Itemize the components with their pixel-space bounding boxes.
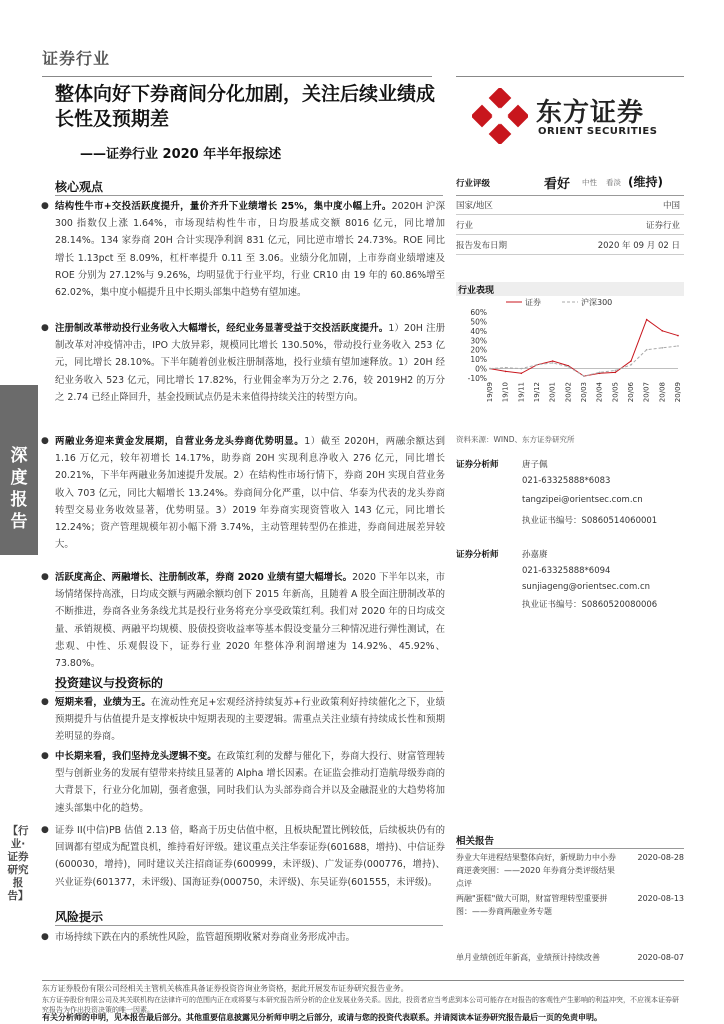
- sector-label: 证券行业: [42, 49, 111, 68]
- risk-point-1: [41, 929, 445, 946]
- data-point: [536, 364, 538, 366]
- y-tick-label: 40%: [470, 326, 487, 336]
- report-subtitle: ——证券行业 2020 年半年报综述: [80, 147, 282, 162]
- related-report-item[interactable]: [456, 851, 684, 890]
- invest-point-3: [41, 822, 445, 891]
- header-divider: [42, 76, 432, 77]
- analyst-email[interactable]: sunjiageng@orientsec.com.cn: [522, 582, 650, 592]
- bullet-icon: ●: [41, 697, 49, 707]
- analyst-phone: 021-63325888*6094: [522, 566, 611, 576]
- invest-point-bold: 中长期来看，我们坚持龙头逻辑不变。: [55, 751, 217, 762]
- data-point: [489, 368, 491, 370]
- core-point-bold: 注册制改革带动投行业务收入大幅增长，经纪业务显著受益于交投活跃度提升。: [55, 323, 389, 334]
- data-point: [552, 362, 554, 364]
- analyst-role: 证券分析师: [456, 550, 499, 560]
- section-invest-heading: 投资建议与投资标的: [55, 676, 164, 690]
- related-report-date: 2020-08-13: [637, 894, 684, 903]
- info-row: [456, 198, 684, 215]
- related-report-date: 2020-08-28: [637, 853, 684, 862]
- x-tick-label: 20/08: [658, 382, 667, 403]
- analyst-email[interactable]: tangzipei@orientsec.com.cn: [522, 495, 643, 505]
- logo-text-en: ORIENT SECURITIES: [538, 126, 658, 137]
- analyst-license: 执业证书编号：S0860514060001: [522, 516, 658, 526]
- y-tick-label: 30%: [470, 336, 487, 346]
- side-category-label: 【行业·证券研究报告】: [7, 825, 29, 902]
- series-line: [490, 320, 678, 377]
- related-report-title: 两融"蛋糕"做大可期，财富管理转型重要拼图：——券商两融业务专题: [456, 894, 608, 916]
- x-tick-label: 19/12: [533, 382, 541, 403]
- core-point-bold: 活跃度高企、两融增长、注册制改革，券商 2020 业绩有望大幅增长。: [55, 572, 353, 583]
- report-title: 整体向好下券商间分化加剧，关注后续业绩成长性及预期差: [55, 83, 436, 130]
- core-point-2: [41, 320, 445, 406]
- x-tick-label: 20/06: [627, 382, 635, 403]
- data-point: [568, 366, 570, 368]
- data-point: [505, 371, 507, 373]
- bullet-icon: ●: [41, 323, 49, 333]
- y-tick-label: -10%: [467, 374, 487, 383]
- industry-rating: [456, 170, 684, 196]
- analyst-phone: 021-63325888*6083: [522, 476, 611, 486]
- analyst-block-1: [456, 458, 684, 526]
- company-logo: [468, 88, 684, 148]
- core-point-4: [41, 569, 445, 672]
- core-point-bold: 两融业务迎来黄金发展期，自营业务龙头券商优势明显。: [55, 436, 305, 447]
- footer-divider: [42, 980, 684, 981]
- footer-notice: 有关分析师的申明，见本报告最后部分。其他重要信息披露见分析师申明之后部分，或请与您的投资代表联系。并请阅读本证券研究报告最后一页的免责申明。: [42, 1013, 602, 1022]
- core-point-bold: 结构性牛市+交投活跃度提升，量价齐升下业绩增长 25%，集中度小幅上升。: [55, 201, 392, 212]
- x-tick-label: 20/02: [564, 382, 573, 403]
- data-point: [646, 349, 648, 351]
- chart-source: 资料来源：WIND、东方证券研究所: [456, 435, 575, 444]
- bullet-icon: ●: [41, 751, 49, 761]
- core-point-text: 2020 下半年以来，市场情绪保持高涨，日均成交额与两融余额均创下 2015 年新高，且随着 A 股全面注册制改革的不断推进，券商各业务条线尤其是投行业务将充分享受政策红利。我们对 2020 年的日均成交量、承销规模、两融平均规模、股债投资收益率等基本假设变量分三种情况进行弹性测试，在悲观、中性、乐观假设下，证券行业 2020 年整体净利润增速为 14.92%、45.92%、73.80%。: [55, 572, 445, 670]
- industry-performance-chart: [456, 282, 684, 428]
- x-tick-label: 20/03: [580, 382, 588, 403]
- data-point: [662, 347, 664, 349]
- info-row: [456, 238, 684, 255]
- side-tab: [0, 385, 38, 555]
- info-key: 国家/地区: [456, 201, 493, 211]
- header-divider-right: [456, 76, 684, 77]
- section-divider: [55, 195, 443, 196]
- data-point: [552, 360, 554, 362]
- core-point-text: 1）20H 注册制改革对冲疫情冲击，IPO 大放异彩，规模同比增长 130.50%，带动投行业务收入 253 亿元，同比增长 28.10%。下半年随着创业板注册制落地，投行业绩有望加速释放。1）20H 经纪业务收入 523 亿元，同比增长 17.82%，行业佣金率为万分之 2.76，较 2019H2 的万分之 2.74 已经止降回升，基金投顾试点仍是未来值得持续关注的转型方向。: [55, 323, 445, 403]
- info-key: 报告发布日期: [456, 241, 508, 251]
- data-point: [583, 375, 585, 377]
- invest-point-text: 在政策红利的发酵与催化下，券商大投行、财富管理转型与创新业务的发展有望带来持续且显著的 Alpha 增长因素。在证监会推动打造航母级券商的大背景下，行业分化加剧，强者愈强，同时我们认为头部券商合并以及金融混业的大趋势将加速头部集中化的趋势。: [55, 751, 445, 814]
- info-value: 证券行业: [645, 221, 680, 231]
- info-row: [456, 218, 684, 235]
- data-point: [662, 330, 664, 332]
- invest-point-text: 证券 II(中信)PB 估值 2.13 倍，略高于历史估值中枢，且板块配置比例较低，后续板块仍有的回调都有望成为配置良机，维持看好评级。建议重点关注华泰证券(601688，增持)、中信证券(600030，增持)，同时建议关注招商证券(600999，未评级)、广发证券(000776，增持)、兴业证券(601377，未评级)、国海证券(000750，未评级)、东吴证券(601555，未评级)。: [55, 825, 445, 888]
- series-line: [490, 346, 678, 376]
- core-point-1: [41, 198, 446, 301]
- bullet-icon: ●: [41, 436, 49, 446]
- rating-value: 看好: [544, 177, 571, 192]
- section-risk-heading: 风险提示: [55, 910, 104, 924]
- x-tick-label: 20/01: [548, 382, 557, 403]
- x-tick-label: 20/09: [674, 382, 682, 403]
- x-tick-label: 20/04: [595, 382, 604, 403]
- analyst-block-2: [456, 548, 684, 610]
- x-tick-label: 20/07: [642, 382, 651, 403]
- side-tab-label: 深度报告: [10, 446, 28, 532]
- related-divider: [456, 848, 684, 849]
- data-point: [630, 364, 632, 366]
- related-report-title: 单月业绩创近年新高，业绩预计持续改善: [456, 953, 600, 962]
- legend-label: 证券: [525, 298, 541, 307]
- footer-disclaimer-2: 东方证券股份有限公司及其关联机构在法律许可的范围内正在或将要与本研究报告所分析的企业发展业务关系。因此，投资者应当考虑到本公司可能存在对报告的客观性产生影响的利益冲突，不应视本证券研究报告为作出投资决策的唯一因素。: [42, 996, 679, 1014]
- related-reports-heading: 相关报告: [456, 836, 495, 847]
- info-value: 2020 年 09 月 02 日: [597, 241, 680, 251]
- rating-keep: (维持): [628, 175, 663, 189]
- data-point: [677, 345, 679, 347]
- section-divider: [55, 691, 443, 692]
- data-point: [615, 372, 617, 374]
- invest-point-1: [41, 694, 445, 746]
- data-point: [521, 368, 523, 370]
- data-point: [615, 370, 617, 372]
- invest-point-bold: 短期来看，业绩为王。: [55, 697, 151, 708]
- legend-label: 沪深300: [581, 298, 613, 307]
- x-tick-label: 19/09: [486, 382, 494, 403]
- x-tick-label: 19/11: [517, 382, 526, 403]
- data-point: [521, 372, 523, 374]
- orient-logo-icon: [472, 88, 528, 144]
- info-key: 行业: [456, 221, 474, 231]
- y-tick-label: 20%: [470, 345, 487, 355]
- bullet-icon: ●: [41, 932, 49, 942]
- data-point: [677, 335, 679, 337]
- risk-point-text: 市场持续下跌在内的系统性风险，监管超预期收紧对券商业务形成冲击。: [55, 932, 356, 943]
- analyst-role: 证券分析师: [456, 460, 499, 470]
- invest-point-text: 在流动性充足+宏观经济持续复苏+行业政策利好持续催化之下，业绩预期提升与估值提升是支撑板块中短期表现的主要逻辑。需重点关注业绩有持续成长性和预期差明显的券商。: [55, 697, 445, 743]
- related-report-item[interactable]: [456, 892, 684, 918]
- y-tick-label: 10%: [470, 355, 487, 365]
- y-tick-label: 60%: [470, 308, 487, 317]
- bullet-icon: ●: [41, 825, 49, 835]
- footer-disclaimer-1: 东方证券股份有限公司经相关主管机关核准具备证券投资咨询业务资格，据此开展发布证券研究报告业务。: [42, 984, 409, 993]
- analyst-license: 执业证书编号：S0860520080006: [522, 600, 658, 610]
- chart-svg: [456, 282, 684, 428]
- analyst-name: 唐子佩: [522, 460, 548, 470]
- related-report-date: 2020-08-07: [637, 953, 684, 962]
- core-point-text: 1）截至 2020H，两融余额达到 1.16 万亿元，较年初增长 14.17%，助券商 20H 实现利息净收入 276 亿元，同比增长 20.21%，下半年两融业务加速提升发展。2）在结构性市场行情下，券商 20H 实现自营业务收入 703 亿元，同比大幅增长 13.24%。券商间分化严重，以中信、华泰为代表的龙头券商转型交易业务收效显著，优势明显。3）2019 年券商实现资管收入 143 亿元，同比增长 12.24%；资产管理规模年初小幅下滑 3.74%，主动管理转型仍在推进，券商间进展差异较大。: [55, 436, 445, 551]
- bullet-icon: ●: [41, 201, 49, 211]
- logo-text-cn: 东方证券: [536, 98, 645, 128]
- y-tick-label: 0%: [475, 364, 487, 374]
- analyst-name: 孙嘉赓: [522, 550, 548, 560]
- invest-point-2: [41, 748, 445, 817]
- core-point-text: 2020H 沪深300 指数仅上涨 1.64%，市场现结构性牛市，日均股基成交额 8016 亿元，同比增加 28.14%。134 家券商 20H 合计实现净利润 831 亿元，同比逆市增长 24.73%。ROE 同比增长 1.13pct 至 8.09%，杠杆率提升 0.11 至 3.06。业绩分化加剧，上市券商业绩增速及 ROE 分别为 27.12%与 9.26%，均明显优于行业平均，行业 CR10 由 19 年的 60.86%增至 62.02%，集中度小幅提升且中长期头部集中趋势有望加速。: [55, 201, 446, 299]
- bullet-icon: ●: [41, 572, 49, 582]
- y-tick-label: 50%: [470, 317, 487, 327]
- data-point: [599, 372, 601, 374]
- x-tick-label: 20/05: [611, 382, 620, 403]
- section-core-heading: 核心观点: [55, 180, 104, 194]
- section-divider: [55, 925, 443, 926]
- data-point: [630, 360, 632, 362]
- related-report-item[interactable]: [456, 951, 684, 964]
- data-point: [505, 367, 507, 369]
- info-value: 中国: [662, 201, 680, 211]
- data-point: [646, 319, 648, 321]
- related-report-title: 券业大年进程结果整体向好，新规助力中小券商逆袭突围：——2020 年券商分类评级结果点评: [456, 853, 616, 888]
- rating-bear: 看淡: [606, 178, 621, 187]
- rating-neutral: 中性: [582, 178, 597, 187]
- x-tick-label: 19/10: [501, 382, 510, 403]
- core-point-3: [41, 433, 445, 553]
- rating-label: 行业评级: [456, 179, 491, 189]
- chart-title: 行业表现: [458, 286, 495, 296]
